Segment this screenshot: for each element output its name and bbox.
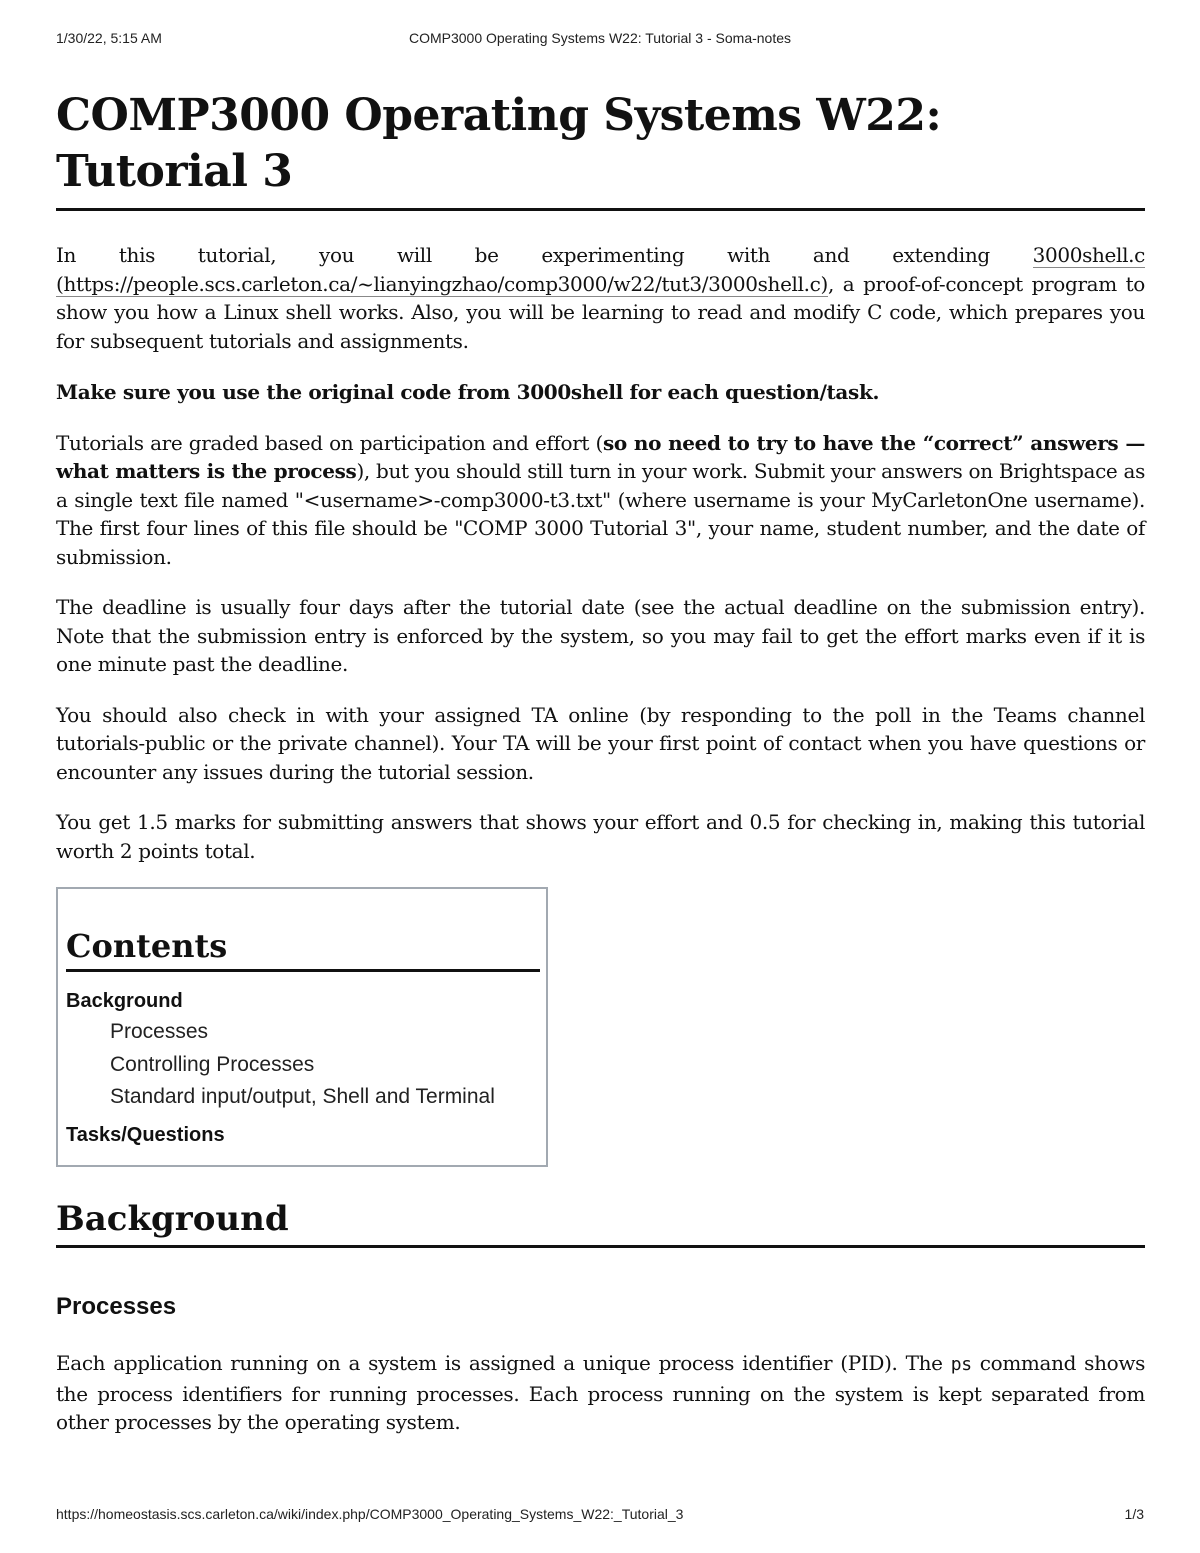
grading-text-before: Tutorials are graded based on participation and effort ( [56, 430, 603, 455]
page-title: COMP3000 Operating Systems W22: Tutorial 3 [56, 88, 1145, 211]
article-content [56, 88, 1145, 1437]
print-footer [0, 1506, 1200, 1526]
toc-item-tasks-questions[interactable]: Tasks/Questions [66, 1123, 225, 1146]
print-page-title: COMP3000 Operating Systems W22: Tutorial 3 - Soma-notes [408, 30, 792, 46]
deadline-paragraph: The deadline is usually four days after the tutorial date (see the actual deadline on the submission entry). Note that the submission entry is enforced by the system, so you may fail to get the effort marks even if it is one minute past the deadline. [56, 595, 1145, 676]
toc-item-controlling-processes[interactable]: Controlling Processes [110, 1052, 315, 1076]
toc-item-standard-io[interactable]: Standard input/output, Shell and Terminal [110, 1085, 495, 1108]
background-heading: Background [56, 1197, 1145, 1248]
toc-item-processes[interactable]: Processes [110, 1020, 209, 1043]
toc-title: Contents [66, 927, 540, 972]
print-url: https://homeostasis.scs.carleton.ca/wiki/index.php/COMP3000_Operating_Systems_W22:_Tutorial_3 [56, 1506, 684, 1522]
intro-text-before: In this tutorial, you will be experimenting with and extending [56, 243, 1033, 267]
toc-item-background-label[interactable]: Background [66, 990, 183, 1012]
checkin-paragraph: You should also check in with your assigned TA online (by responding to the poll in the Teams channel tutorials-public or the private channel). Your TA will be your first point of contact when you have questions or encounter any issues during the tutorial session. [56, 702, 1145, 784]
marks-paragraph: You get 1.5 marks for submitting answers that shows your effort and 0.5 for checking in, making this tutorial worth 2 points total. [56, 810, 1145, 863]
table-of-contents [56, 887, 548, 1167]
toc-item-background[interactable] [66, 986, 540, 1114]
processes-heading: Processes [56, 1293, 177, 1320]
grading-text-after: ), but you should still turn in your work. Submit your answers on Brightspace as a single text file named "<username>-comp3000-t3.txt" (where username is your MyCarletonOne username). The first four lines of this file should be "COMP 3000 Tutorial 3", your name, student number, and the date of submission. [56, 459, 1145, 569]
print-page-number: 1/3 [1124, 1506, 1144, 1522]
processes-paragraph [56, 1349, 1145, 1437]
print-datetime: 1/30/22, 5:15 AM [56, 30, 162, 46]
ps-command-code: ps [950, 1354, 972, 1375]
intro-text-after: , a proof-of-concept program to show you how a Linux shell works. Also, you will be learning to read and modify C code, which prepares you for subsequent tutorials and assignments. [56, 271, 1145, 353]
grading-paragraph [56, 429, 1145, 572]
processes-text-after: command shows the process identifiers for running processes. Each process running on the system is kept separated from other processes by the operating system. [56, 1351, 1146, 1434]
grading-emphasis: so no need to try to have the “correct” answers — what matters is the process [56, 430, 1146, 483]
toc-sublist-background [66, 1016, 540, 1114]
intro-paragraph [56, 241, 1145, 355]
toc-list [66, 986, 540, 1150]
3000shell-source-link[interactable]: 3000shell.c (https://people.scs.carleton.ca/~lianyingzhao/comp3000/w22/tut3/3000shell.c) [56, 243, 1145, 296]
processes-text-before: Each application running on a system is assigned a unique process identifier (PID). The [56, 1351, 951, 1375]
original-code-notice: Make sure you use the original code from 3000shell for each question/task. [56, 380, 880, 404]
print-header [0, 30, 1200, 50]
